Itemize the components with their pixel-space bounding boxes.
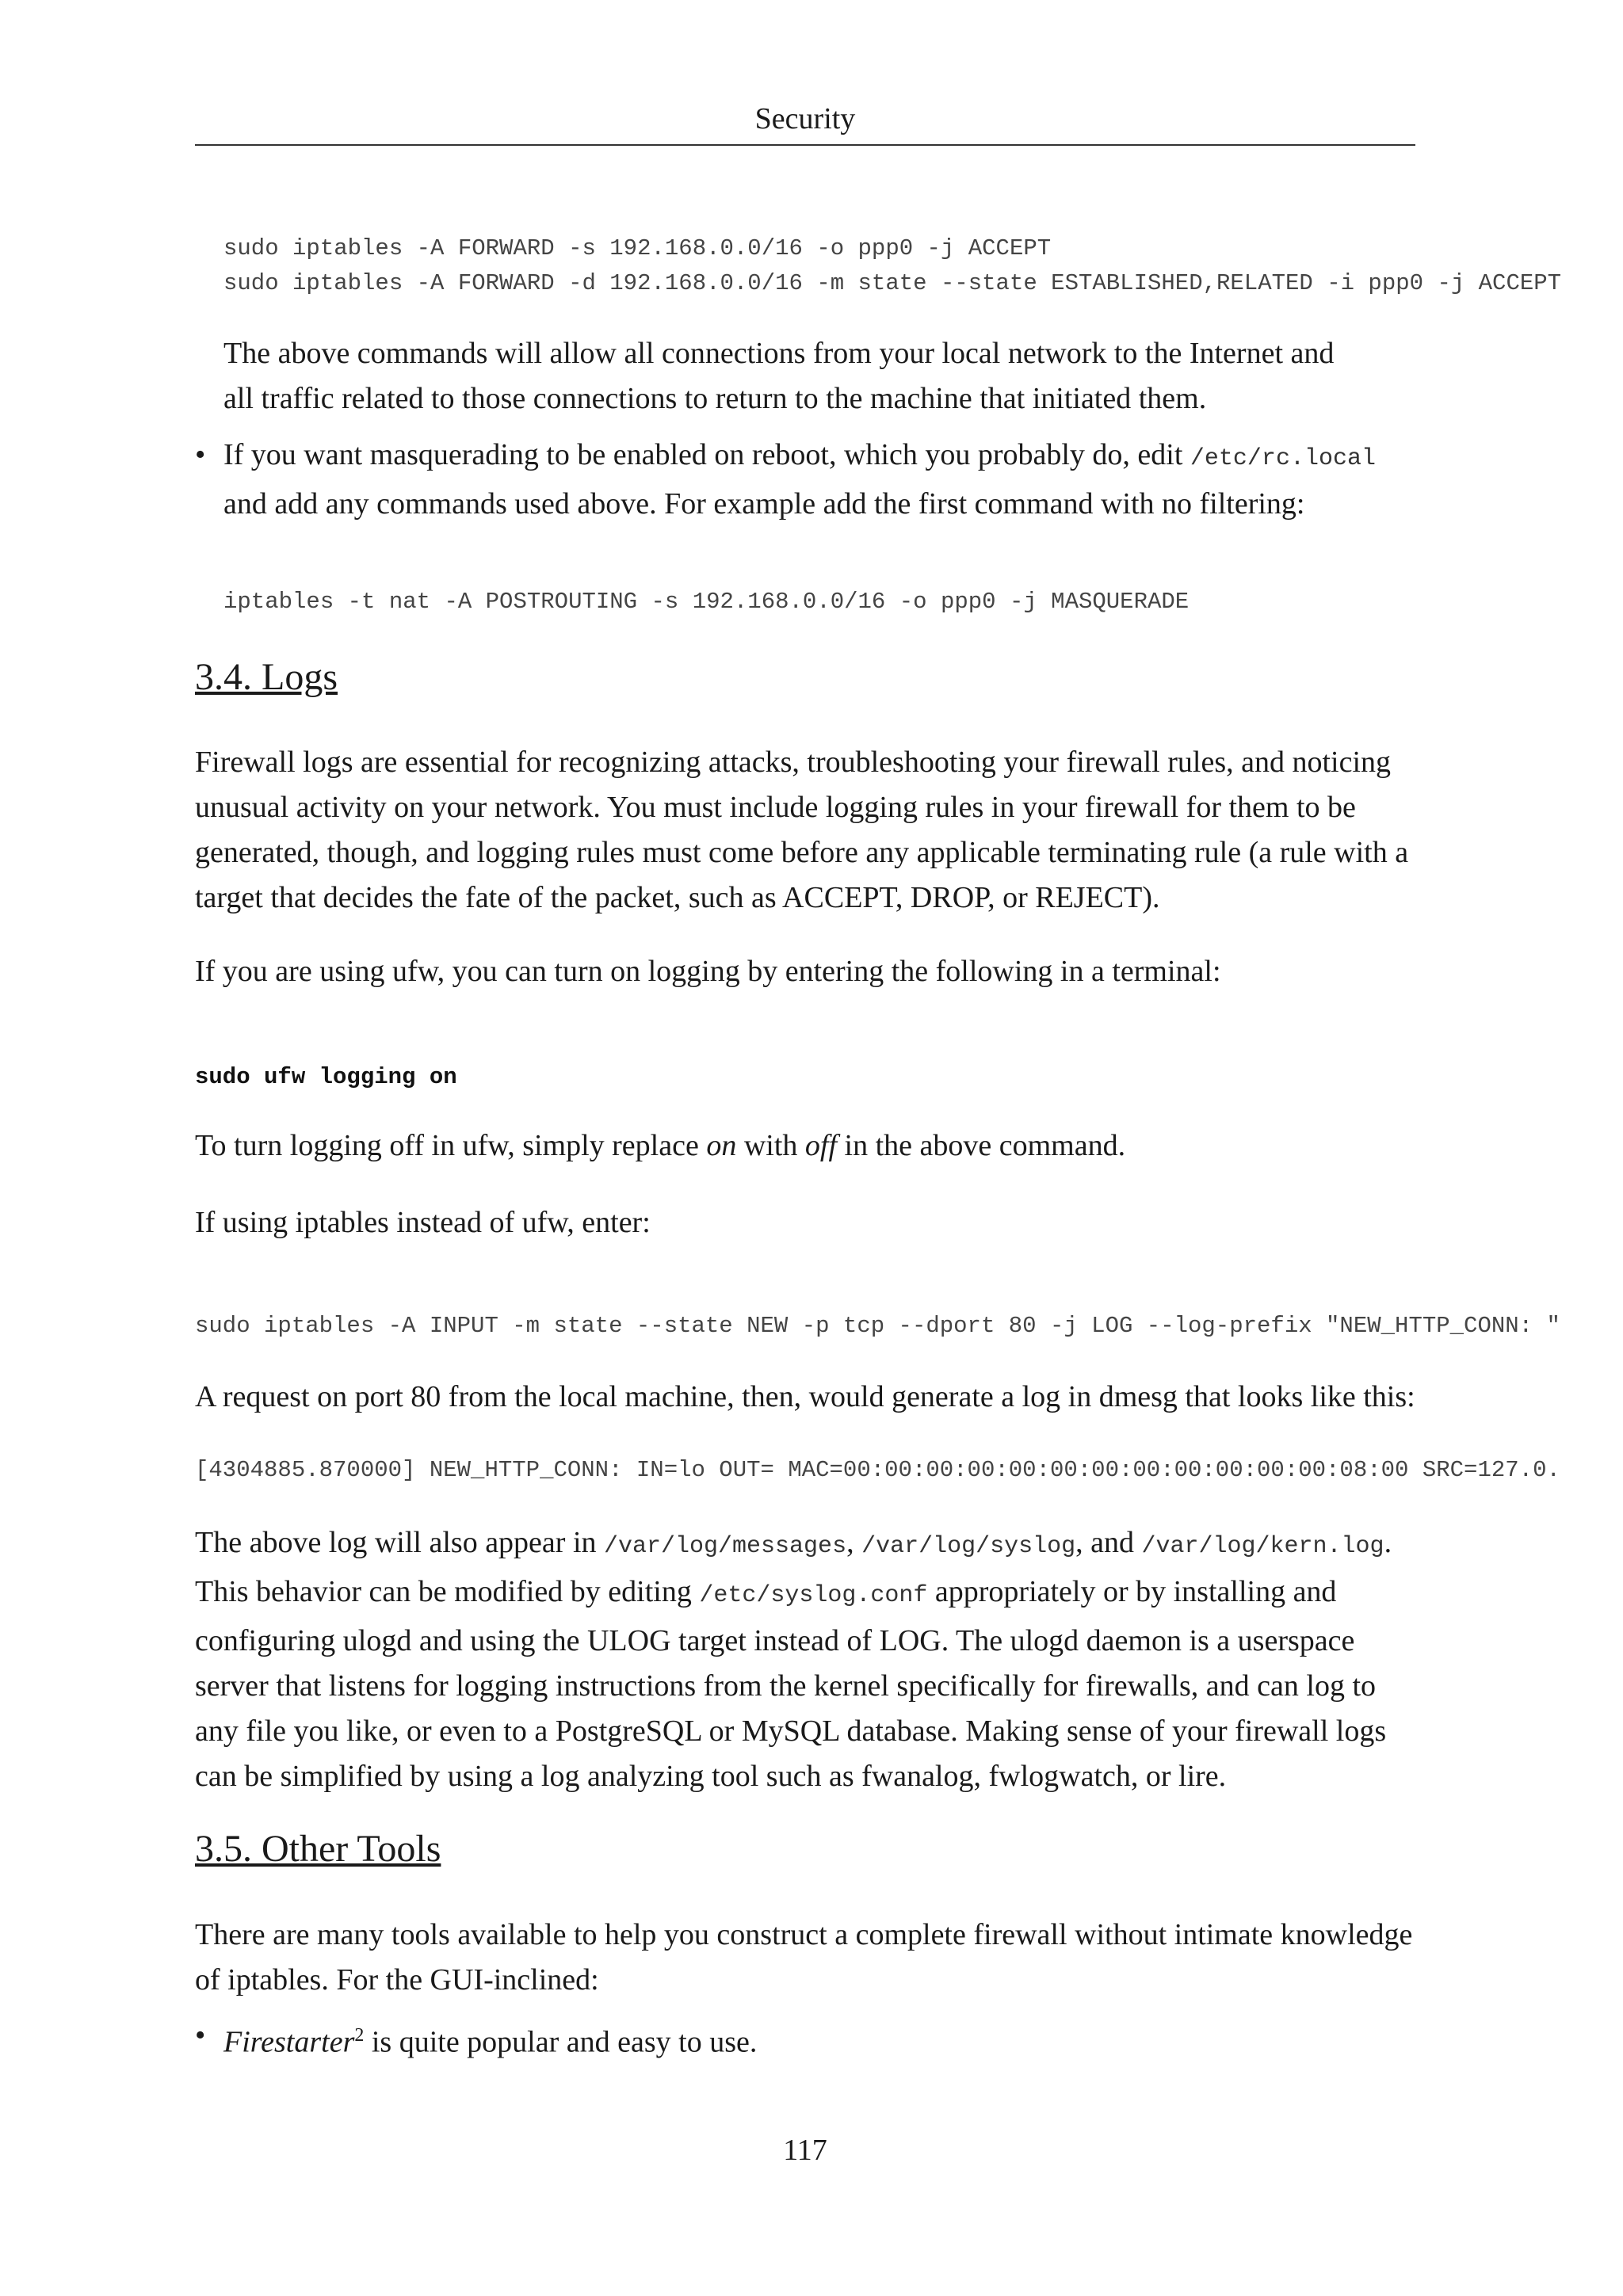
- inline-code: /etc/syslog.conf: [699, 1582, 928, 1609]
- paragraph: The above log will also appear in /var/log/messages, /var/log/syslog, and /var/log/kern.log. This behavior can be modified by editing /etc/syslog.conf appropriately or by installing and configuring ulogd and using the ULOG target instead of LOG. The ulogd daemon is a userspace server that listens for logging instructions from the kernel specifically for firewalls, and can log to any file you like, or even to a PostgreSQL or MySQL database. Making sense of your firewall logs can be simplified by using a log analyzing tool such as fwanalog, fwlogwatch, or lire.: [195, 1526, 1392, 1793]
- section-heading-other-tools: 3.5. Other Tools: [195, 1828, 441, 1870]
- paragraph: Firewall logs are essential for recognizing attacks, troubleshooting your firewall rules, and noticing unusual activity on your network. You must include logging rules in your firewall for them to be generated, though, and logging rules must come before any applicable terminating rule (a rule with a target that decides the fate of the packet, such as ACCEPT, DROP, or REJECT).: [195, 746, 1409, 914]
- inline-code: /etc/rc.local: [1190, 445, 1376, 472]
- list-item-firestarter: Firestarter$^2$ is quite popular and easy to use.: [223, 2025, 758, 2059]
- code-ufw-logging: sudo ufw logging on: [195, 1064, 457, 1090]
- inline-code: /var/log/kern.log: [1141, 1533, 1384, 1560]
- tool-name: Firestarter: [223, 2025, 355, 2059]
- code-block-forward-rules: [223, 231, 1561, 301]
- inline-code: /var/log/messages: [604, 1533, 847, 1560]
- section-heading-logs: 3.4. Logs: [195, 656, 338, 698]
- running-header: Security: [195, 98, 1415, 146]
- paragraph: A request on port 80 from the local machine, then, would generate a log in dmesg that looks like this:: [195, 1380, 1415, 1413]
- paragraph: There are many tools available to help you construct a complete firewall without intimate knowledge of iptables. For the GUI-inclined:: [195, 1918, 1413, 1997]
- paragraph: If you are using ufw, you can turn on logging by entering the following in a terminal:: [195, 955, 1221, 988]
- page-number: 117: [783, 2134, 827, 2167]
- bullet-marker: •: [195, 2019, 206, 2052]
- code-line: sudo iptables -A FORWARD -d 192.168.0.0/16 -m state --state ESTABLISHED,RELATED -i ppp0 -j ACCEPT: [223, 270, 1562, 296]
- code-log-line: [4304885.870000] NEW_HTTP_CONN: IN=lo OUT= MAC=00:00:00:00:00:00:00:00:00:00:00:00:08:00 SRC=127.0.: [195, 1457, 1560, 1483]
- footnote-ref[interactable]: 2: [354, 2025, 365, 2046]
- list-item-masquerade: If you want masquerading to be enabled on reboot, which you probably do, edit /etc/rc.local and add any commands used above. For example add the first command with no filtering:: [223, 438, 1376, 521]
- paragraph: The above commands will allow all connections from your local network to the Internet and all traffic related to those connections to return to the machine that initiated them.: [223, 337, 1335, 415]
- bullet-marker: •: [195, 438, 206, 471]
- code-iptables-log: sudo iptables -A INPUT -m state --state NEW -p tcp --dport 80 -j LOG --log-prefix "NEW_HTTP_CONN: ": [195, 1313, 1560, 1339]
- code-block-masquerade: iptables -t nat -A POSTROUTING -s 192.168.0.0/16 -o ppp0 -j MASQUERADE: [223, 589, 1190, 615]
- code-line: sudo iptables -A FORWARD -s 192.168.0.0/16 -o ppp0 -j ACCEPT: [223, 235, 1052, 261]
- paragraph: To turn logging off in ufw, simply replace on with off in the above command.: [195, 1129, 1126, 1162]
- paragraph: If using iptables instead of ufw, enter:: [195, 1206, 651, 1239]
- inline-code: /var/log/syslog: [861, 1533, 1076, 1560]
